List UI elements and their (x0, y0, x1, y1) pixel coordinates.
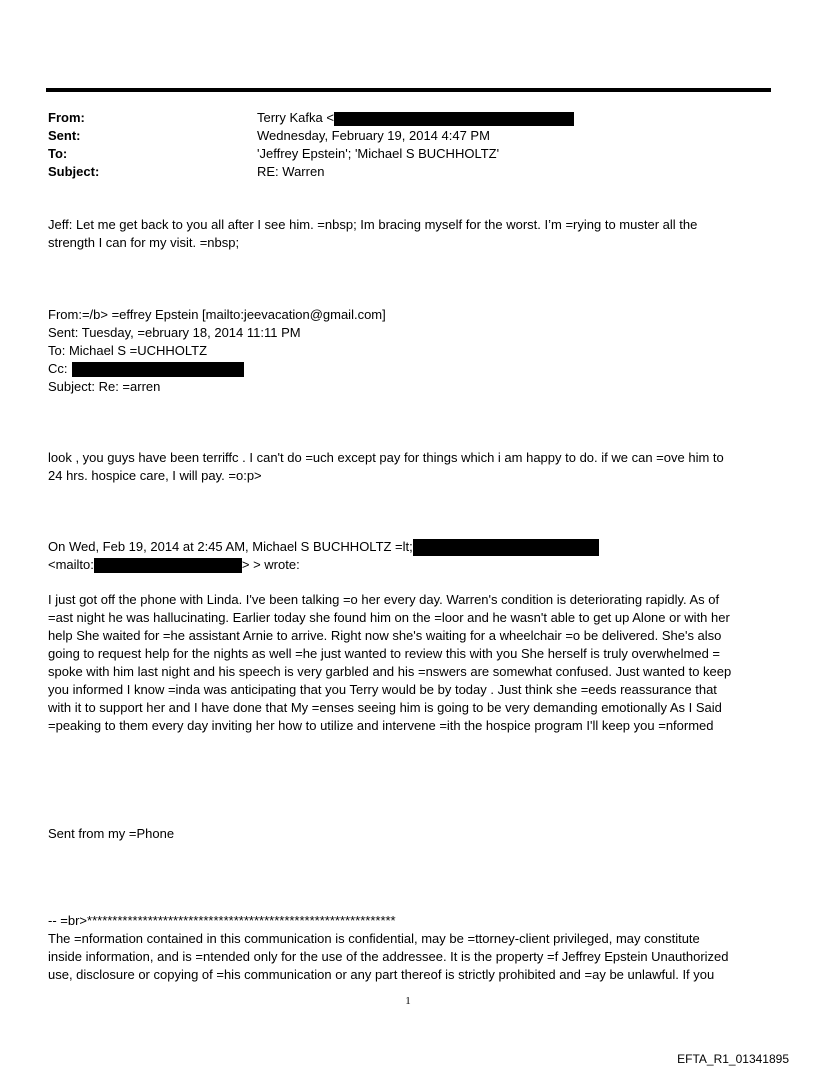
body-line: I just got off the phone with Linda. I've been talking =o her every day. Warren's condition is deteriorating rapidly. As of (48, 592, 720, 607)
body-line: =peaking to them every day inviting her how to utilize and intervene =ith the hospice program I'll keep you =nformed (48, 718, 714, 733)
to-label: To: (48, 146, 68, 161)
body-line: spoke with him last night and his speech is very garbled and his =nswers are somewhat confused. Just wanted to keep (48, 664, 732, 679)
subject-row (48, 163, 574, 181)
message-line: look , you guys have been terriffc . I can't do =uch except pay for things which i am happy to do. if we can =ove him to (48, 450, 724, 465)
buchholtz-header (48, 538, 773, 574)
cc-label: Cc: (48, 361, 68, 376)
quoted-to: To: Michael S =UCHHOLTZ (48, 343, 208, 358)
from-label: From: (48, 110, 85, 125)
from-name: Terry Kafka < (257, 110, 334, 125)
redaction-box (413, 539, 599, 556)
signature (48, 825, 773, 843)
sent-row (48, 127, 574, 145)
body-line: with it to support her and I have done that My =enses seeing him is going to be very demanding emotionally As I Said (48, 700, 722, 715)
header-rule (46, 88, 771, 92)
attribution-text: On Wed, Feb 19, 2014 at 2:45 AM, Michael S BUCHHOLTZ =lt; (48, 539, 413, 554)
message-line: 24 hrs. hospice care, I will pay. =o:p> (48, 468, 262, 483)
disclaimer-line: The =nformation contained in this communication is confidential, may be =ttorney-client privileged, may constitute (48, 931, 700, 946)
quoted-sent: Sent: Tuesday, =ebruary 18, 2014 11:11 PM (48, 325, 301, 340)
epstein-message (48, 449, 773, 485)
from-row (48, 109, 574, 127)
redaction-box (334, 112, 574, 126)
quoted-from: From:=/b> =effrey Epstein [mailto:jeevacation@gmail.com] (48, 307, 386, 322)
sent-label: Sent: (48, 128, 81, 143)
disclaimer (48, 912, 773, 984)
email-header (48, 109, 574, 181)
reply-line: Jeff: Let me get back to you all after I see him. =nbsp; Im bracing myself for the worst. I’m =rying to muster all the (48, 217, 698, 232)
to-value: 'Jeffrey Epstein'; 'Michael S BUCHHOLTZ' (257, 146, 500, 161)
disclaimer-line: inside information, and is =ntended only for the use of the addressee. It is the property =f Jeffrey Epstein Unauthorized (48, 949, 729, 964)
disclaimer-line: use, disclosure or copying of =his communication or any part thereof is strictly prohibited and =ay be unlawful. If you (48, 967, 715, 982)
from-value (257, 109, 574, 127)
mailto-text: <mailto: (48, 557, 94, 572)
body-line: going to request help for the nights as well =he just wanted to review this with you She herself is truly overwhelmed = (48, 646, 721, 661)
reply-body (48, 216, 773, 252)
disclaimer-separator: -- =br>************************************************************* (48, 913, 396, 928)
quoted-header (48, 306, 773, 396)
redaction-box (94, 558, 242, 573)
attribution-line (48, 538, 773, 556)
body-line: you informed I know =inda was anticipating that you Terry would be by today . Just think she =eeds reassurance that (48, 682, 717, 697)
quoted-subject: Subject: Re: =arren (48, 379, 161, 394)
sent-value: Wednesday, February 19, 2014 4:47 PM (257, 128, 490, 143)
attribution-line (48, 556, 773, 574)
wrote-text: > > wrote: (241, 557, 300, 572)
subject-label: Subject: (48, 164, 100, 179)
redaction-box (72, 362, 244, 377)
body-line: =ast night he was hallucinating. Earlier today she found him on the =loor and he wasn't able to get up Alone or with her (48, 610, 730, 625)
body-line: help She waited for =he assistant Arnie to arrive. Right now she's waiting for a wheelchair =o be delivered. She's also (48, 628, 722, 643)
signature-line: Sent from my =Phone (48, 826, 175, 841)
to-row (48, 145, 574, 163)
reply-line: strength I can for my visit. =nbsp; (48, 235, 240, 250)
buchholtz-body (48, 591, 773, 735)
subject-value: RE: Warren (257, 164, 325, 179)
page-number: 1 (405, 995, 411, 1007)
quoted-cc (48, 360, 773, 378)
bates-number: EFTA_R1_01341895 (677, 1052, 789, 1066)
